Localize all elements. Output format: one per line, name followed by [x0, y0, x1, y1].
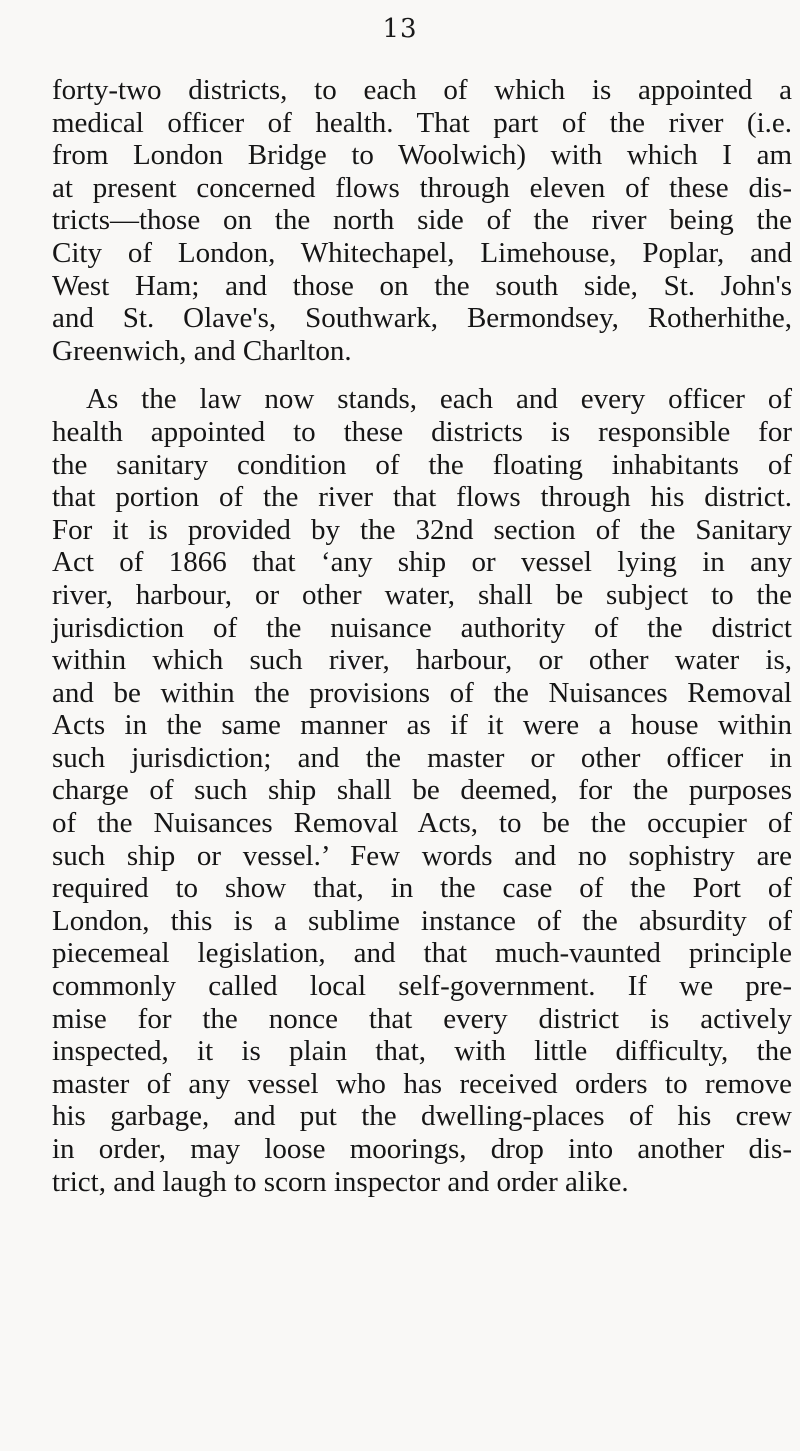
- text-line: such ship or vessel.’ Few words and no sophistry are: [52, 839, 792, 872]
- text-line: inspected, it is plain that, with little difficulty, the: [52, 1035, 792, 1068]
- text-line: For it is provided by the 32nd section of the Sanitary: [52, 513, 792, 546]
- text-line: Greenwich, and Charlton.: [52, 334, 352, 367]
- text-line: that portion of the river that flows through his district.: [52, 481, 792, 514]
- text-line: medical officer of health. That part of the river (i.e.: [52, 106, 792, 139]
- text-line: in order, may loose moorings, drop into another dis-: [52, 1133, 792, 1165]
- text-line: mise for the nonce that every district is actively: [52, 1002, 792, 1035]
- text-line: master of any vessel who has received orders to remove: [52, 1067, 792, 1100]
- text-line: West Ham; and those on the south side, St. John's: [52, 269, 792, 302]
- text-line: London, this is a sublime instance of the absurdity of: [52, 904, 792, 937]
- paragraph-gap: [52, 367, 792, 383]
- text-line: City of London, Whitechapel, Limehouse, Poplar, and: [52, 236, 792, 269]
- text-line: and be within the provisions of the Nuisances Removal: [52, 676, 792, 709]
- text-line: from London Bridge to Woolwich) with which I am: [52, 139, 792, 172]
- text-line: forty-two districts, to each of which is appointed a: [52, 74, 792, 106]
- text-line: jurisdiction of the nuisance authority of the district: [52, 611, 792, 644]
- text-line: required to show that, in the case of the Port of: [52, 872, 792, 905]
- text-line: Act of 1866 that ‘any ship or vessel lying in any: [52, 546, 792, 579]
- text-line: trict, and laugh to scorn inspector and order alike.: [52, 1165, 629, 1198]
- text-line: tricts—those on the north side of the river being the: [52, 204, 792, 237]
- text-line: the sanitary condition of the floating inhabitants of: [52, 448, 792, 481]
- paragraph-1: [52, 74, 792, 367]
- text-line: charge of such ship shall be deemed, for the purposes: [52, 774, 792, 807]
- text-line: at present concerned flows through eleven of these dis-: [52, 171, 792, 204]
- text-line: Acts in the same manner as if it were a house within: [52, 709, 792, 742]
- text-line: of the Nuisances Removal Acts, to be the occupier of: [52, 807, 792, 840]
- text-line: river, harbour, or other water, shall be subject to the: [52, 578, 792, 611]
- text-line: his garbage, and put the dwelling-places of his crew: [52, 1100, 792, 1133]
- text-line: commonly called local self-government. If we pre-: [52, 970, 792, 1003]
- text-line: As the law now stands, each and every officer of: [86, 383, 792, 416]
- text-line: and St. Olave's, Southwark, Bermondsey, Rotherhithe,: [52, 302, 792, 335]
- text-line: health appointed to these districts is responsible for: [52, 415, 792, 448]
- body-text: [52, 74, 792, 1198]
- text-line: piecemeal legislation, and that much-vaunted principle: [52, 937, 792, 970]
- paragraph-2: [52, 383, 792, 1198]
- page-number: 13: [382, 14, 418, 44]
- text-line: such jurisdiction; and the master or other officer in: [52, 741, 792, 774]
- text-line: within which such river, harbour, or other water is,: [52, 644, 792, 677]
